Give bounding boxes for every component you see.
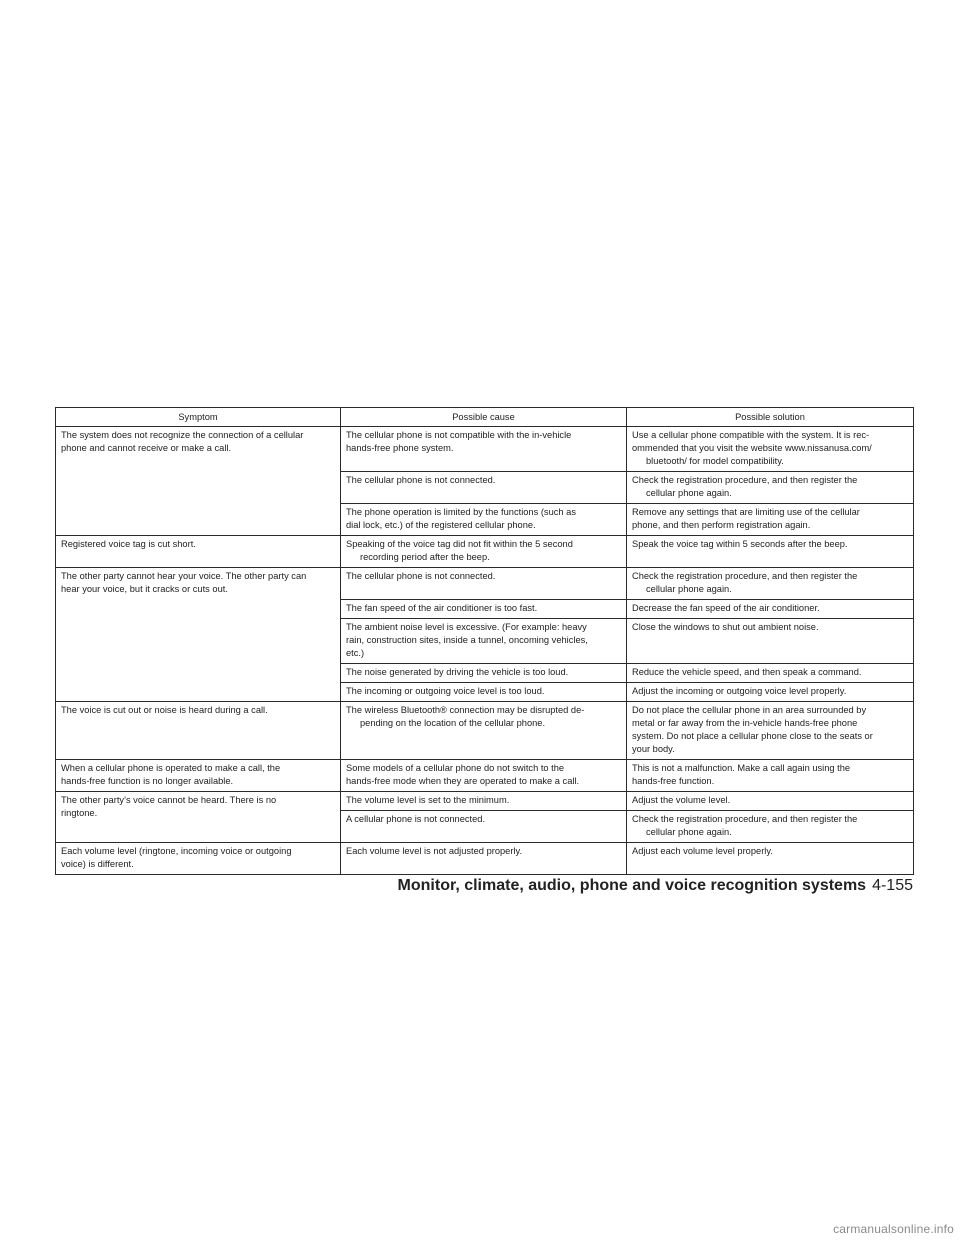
cell-text-line: ommended that you visit the website www.nissanusa.com/	[632, 443, 872, 453]
cause-cell	[341, 843, 627, 875]
cell-text-line: bluetooth/ for model compatibility.	[646, 456, 784, 466]
cell-text-line: The cellular phone is not connected.	[346, 475, 496, 485]
cell-text-line: The incoming or outgoing voice level is too loud.	[346, 686, 545, 696]
cell-text-line: Registered voice tag is cut short.	[61, 539, 196, 549]
solution-cell	[627, 702, 914, 760]
cell-text-line: The cellular phone is not compatible with the in-vehicle	[346, 430, 572, 440]
cause-cell	[341, 600, 627, 619]
solution-cell	[627, 664, 914, 683]
cell-text-line: The system does not recognize the connection of a cellular	[61, 430, 304, 440]
solution-cell	[627, 619, 914, 664]
cell-text-line: Check the registration procedure, and then register the	[632, 475, 858, 485]
cause-cell	[341, 683, 627, 702]
table-row	[56, 536, 914, 568]
cell-text-line: Speak the voice tag within 5 seconds after the beep.	[632, 539, 848, 549]
cell-text-line: Use a cellular phone compatible with the system. It is rec-	[632, 430, 870, 440]
cell-text-line: system. Do not place a cellular phone close to the seats or	[632, 731, 873, 741]
cell-text-line: hands-free phone system.	[346, 443, 454, 453]
solution-cell	[627, 683, 914, 702]
cell-text-line: hands-free function is no longer available.	[61, 776, 234, 786]
cell-text-line: etc.)	[346, 648, 365, 658]
cell-text-line: Reduce the vehicle speed, and then speak a command.	[632, 667, 862, 677]
solution-cell	[627, 811, 914, 843]
symptom-cell	[56, 702, 341, 760]
cell-text-line: Close the windows to shut out ambient noise.	[632, 622, 819, 632]
cell-text-line: Do not place the cellular phone in an area surrounded by	[632, 705, 867, 715]
cell-text-line: This is not a malfunction. Make a call again using the	[632, 763, 851, 773]
cell-text-line: Some models of a cellular phone do not switch to the	[346, 763, 565, 773]
table-header-row	[56, 408, 914, 427]
cell-text-line: voice) is different.	[61, 859, 134, 869]
troubleshooting-table	[55, 407, 914, 875]
header-symptom: Symptom	[56, 408, 341, 427]
cell-text-line: The noise generated by driving the vehicle is too loud.	[346, 667, 569, 677]
header-possible-cause: Possible cause	[341, 408, 627, 427]
section-title: Monitor, climate, audio, phone and voice recognition systems	[397, 877, 867, 894]
cell-text-line: Adjust the incoming or outgoing voice level properly.	[632, 686, 847, 696]
cell-text-line: dial lock, etc.) of the registered cellular phone.	[346, 520, 536, 530]
cell-text-line: rain, construction sites, inside a tunnel, oncoming vehicles,	[346, 635, 588, 645]
solution-cell	[627, 472, 914, 504]
table-row	[56, 760, 914, 792]
cell-text-line: Speaking of the voice tag did not fit within the 5 second	[346, 539, 573, 549]
cell-text-line: hands-free mode when they are operated to make a call.	[346, 776, 580, 786]
cell-text-line: The fan speed of the air conditioner is too fast.	[346, 603, 538, 613]
cause-cell	[341, 504, 627, 536]
cell-text-line: The ambient noise level is excessive. (For example: heavy	[346, 622, 587, 632]
cause-cell	[341, 619, 627, 664]
cell-text-line: The other party’s voice cannot be heard. There is no	[61, 795, 277, 805]
table-body	[56, 427, 914, 875]
cause-cell	[341, 811, 627, 843]
cell-text-line: Adjust the volume level.	[632, 795, 731, 805]
cell-text-line: The phone operation is limited by the functions (such as	[346, 507, 576, 517]
cause-cell	[341, 427, 627, 472]
cell-text-line: phone and cannot receive or make a call.	[61, 443, 232, 453]
symptom-cell	[56, 568, 341, 702]
solution-cell	[627, 760, 914, 792]
cell-text-line: Each volume level (ringtone, incoming voice or outgoing	[61, 846, 292, 856]
cell-text-line: When a cellular phone is operated to make a call, the	[61, 763, 281, 773]
cell-text-line: The cellular phone is not connected.	[346, 571, 496, 581]
solution-cell	[627, 792, 914, 811]
symptom-cell	[56, 843, 341, 875]
solution-cell	[627, 568, 914, 600]
cause-cell	[341, 472, 627, 504]
cell-text-line: Each volume level is not adjusted properly.	[346, 846, 523, 856]
cell-text-line: The other party cannot hear your voice. The other party can	[61, 571, 307, 581]
symptom-cell	[56, 760, 341, 792]
cell-text-line: pending on the location of the cellular phone.	[360, 718, 546, 728]
solution-cell	[627, 536, 914, 568]
symptom-cell	[56, 427, 341, 536]
cell-text-line: Decrease the fan speed of the air conditioner.	[632, 603, 820, 613]
cell-text-line: Check the registration procedure, and then register the	[632, 571, 858, 581]
solution-cell	[627, 427, 914, 472]
cell-text-line: cellular phone again.	[646, 827, 732, 837]
cell-text-line: hear your voice, but it cracks or cuts out.	[61, 584, 228, 594]
cause-cell	[341, 664, 627, 683]
cell-text-line: A cellular phone is not connected.	[346, 814, 486, 824]
symptom-cell	[56, 536, 341, 568]
cell-text-line: The voice is cut out or noise is heard during a call.	[61, 705, 268, 715]
cell-text-line: ringtone.	[61, 808, 98, 818]
solution-cell	[627, 504, 914, 536]
cause-cell	[341, 568, 627, 600]
cell-text-line: Check the registration procedure, and then register the	[632, 814, 858, 824]
symptom-cell	[56, 792, 341, 843]
cause-cell	[341, 536, 627, 568]
cell-text-line: Adjust each volume level properly.	[632, 846, 773, 856]
cell-text-line: cellular phone again.	[646, 488, 732, 498]
table-row	[56, 792, 914, 811]
cell-text-line: Remove any settings that are limiting use of the cellular	[632, 507, 860, 517]
cell-text-line: your body.	[632, 744, 675, 754]
page-footer	[398, 876, 913, 896]
table-row	[56, 427, 914, 472]
cell-text-line: The wireless Bluetooth® connection may be disrupted de-	[346, 705, 585, 715]
page-number: 4-155	[872, 877, 913, 894]
cell-text-line: The volume level is set to the minimum.	[346, 795, 510, 805]
cell-text-line: phone, and then perform registration again.	[632, 520, 811, 530]
header-possible-solution: Possible solution	[627, 408, 914, 427]
watermark: carmanualsonline.info	[833, 1222, 954, 1236]
solution-cell	[627, 843, 914, 875]
table-row	[56, 568, 914, 600]
cell-text-line: recording period after the beep.	[360, 552, 490, 562]
table-row	[56, 702, 914, 760]
cell-text-line: cellular phone again.	[646, 584, 732, 594]
cell-text-line: metal or far away from the in-vehicle hands-free phone	[632, 718, 858, 728]
cause-cell	[341, 760, 627, 792]
cell-text-line: hands-free function.	[632, 776, 715, 786]
cause-cell	[341, 792, 627, 811]
cause-cell	[341, 702, 627, 760]
table-row	[56, 843, 914, 875]
solution-cell	[627, 600, 914, 619]
